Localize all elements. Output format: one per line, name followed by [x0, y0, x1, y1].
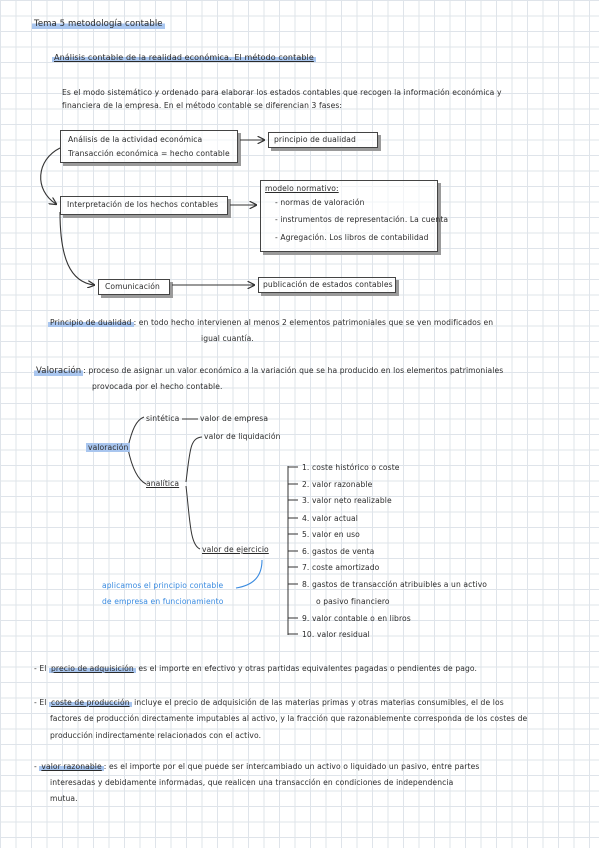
tree-branch-ejercicio	[186, 486, 200, 549]
list-item: 2. valor razonable	[302, 480, 373, 489]
dualidad-term: Principio de dualidad	[50, 318, 132, 327]
tree-branch-liquidacion	[186, 437, 202, 482]
model-item: - Agregación. Los libros de contabilidad	[275, 233, 429, 242]
curve-analysis-to-interpretation	[41, 148, 60, 204]
coste-term: coste de producción	[50, 698, 130, 707]
dualidad-line-2: igual cuantía.	[201, 334, 254, 343]
interpretation-box-label: Interpretación de los hechos contables	[67, 200, 219, 209]
list-item: 7. coste amortizado	[302, 563, 380, 572]
analysis-box-line-1: Análisis de la actividad económica	[68, 135, 203, 144]
coste-line-3: producción indirectamente relacionados con el activo.	[50, 731, 262, 740]
tree-sintetica: sintética	[146, 414, 180, 423]
coste-definition: - El coste de producción incluye el precio de adquisición de las materias primas y otras materias consumibles, el de los	[34, 698, 504, 707]
tree-analitica: analítica	[146, 479, 180, 488]
list-item: 8. gastos de transacción atribuibles a un activo	[302, 580, 488, 589]
list-item: o pasivo financiero	[316, 597, 390, 606]
list-item: 10. valor residual	[302, 630, 370, 639]
coste-line-2: factores de producción directamente imputables al activo, y la fracción que razonablemente corresponda de los costes de	[50, 714, 528, 723]
list-item: 3. valor neto realizable	[302, 496, 392, 505]
tree-branch-analitica	[128, 449, 146, 484]
note-blue-curve	[236, 560, 262, 588]
valoracion-definition: Valoración : proceso de asignar un valor económico a la variación que se ha producido en los elementos patrimoniales	[36, 366, 504, 376]
list-item: 5. valor en uso	[302, 530, 360, 539]
razonable-line-2: interesadas y debidamente informadas, que realicen una transacción en condiciones de independencia	[50, 778, 454, 787]
note-line-2: de empresa en funcionamiento	[102, 597, 224, 606]
note-line-1: aplicamos el principio contable	[102, 581, 224, 590]
list-item: 1. coste histórico o coste	[302, 463, 400, 472]
tree-valor-empresa: valor de empresa	[200, 414, 269, 423]
dualidad-definition: Principio de dualidad : en todo hecho intervienen al menos 2 elementos patrimoniales que se ven modificados en	[50, 318, 494, 327]
publication-box-label: publicación de estados contables	[263, 280, 393, 289]
razonable-term: valor razonable	[41, 762, 102, 771]
communication-box-label: Comunicación	[105, 282, 160, 291]
razonable-definition: - valor razonable : es el importe por el que puede ser intercambiado un activo o liquidado un pasivo, entre partes	[34, 762, 480, 771]
list-item: 4. valor actual	[302, 514, 358, 523]
curve-interpretation-to-communication	[60, 212, 94, 285]
tree-root: valoración	[88, 443, 129, 452]
model-title: modelo normativo:	[265, 184, 339, 193]
model-item: - instrumentos de representación. La cuenta	[275, 215, 449, 224]
section-heading: Análisis contable de la realidad económica. El método contable	[54, 53, 314, 62]
intro-line-2: financiera de la empresa. En el método contable se diferencian 3 fases:	[62, 101, 343, 110]
precio-term: precio de adquisición	[50, 664, 134, 673]
dualidad-box-label: principio de dualidad	[274, 135, 356, 144]
analysis-box-line-2: Transacción económica = hecho contable	[68, 149, 230, 158]
intro-line-1: Es el modo sistemático y ordenado para elaborar los estados contables que recogen la información económica y	[62, 88, 502, 97]
razonable-line-3: mutua.	[50, 794, 78, 803]
precio-definition: - El precio de adquisición es el importe en efectivo y otras partidas equivalentes pagadas o pendientes de pago.	[34, 664, 478, 673]
tree-valor-ejercicio: valor de ejercicio	[202, 545, 269, 554]
valoracion-line-2: provocada por el hecho contable.	[92, 382, 223, 391]
list-item: 6. gastos de venta	[302, 547, 375, 556]
page-title: Tema 5 metodología contable	[34, 19, 163, 29]
valoracion-term: Valoración	[36, 366, 82, 376]
list-item: 9. valor contable o en libros	[302, 614, 411, 623]
model-item: - normas de valoración	[275, 198, 365, 207]
tree-valor-liquidacion: valor de liquidación	[204, 432, 281, 441]
